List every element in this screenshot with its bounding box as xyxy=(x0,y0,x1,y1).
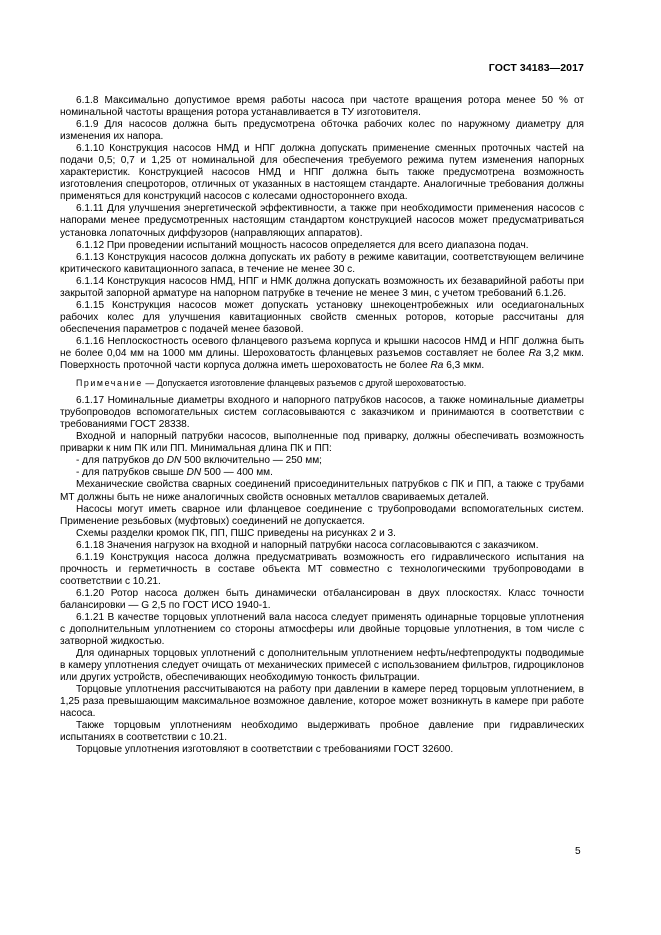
paragraph-welding: Входной и напорный патрубки насосов, выполненные под приварку, должны обеспечивать возможность приварки к ним ПК или ПП. Минимальная длина ПК и ПП: xyxy=(60,431,584,455)
paragraph-test-pressure: Также торцовым уплотнениям необходимо выдерживать пробное давление при гидравлических испытаниях в соответствии с 10.21. xyxy=(60,720,584,744)
paragraph-6-1-15: 6.1.15 Конструкция насосов может допускать установку шнекоцентробежных или оседиагональных рабочих колес для улучшения кавитационных свойств сменных роторов, которые рассчитаны для обеспечения параметров с подачей менее базовой. xyxy=(60,299,584,335)
list-item: - для патрубков до DN 500 включительно — 250 мм; xyxy=(76,455,322,467)
paragraph-6-1-14: 6.1.14 Конструкция насосов НМД, НПГ и НМК должна допускать возможность их безаварийной работы при закрытой запорной арматуре на напорном патрубке в течение не менее 3 мин, с учетом требований 6.1.26. xyxy=(60,275,584,299)
note xyxy=(60,377,584,389)
paragraph-6-1-11: 6.1.11 Для улучшения энергетической эффективности, а также при необходимости применения насосов с напорами менее предусмотренных настоящим стандартом конструкцией насосов может предусматриваться установка лопаточных диффузоров (направляющих аппаратов). xyxy=(60,203,584,239)
paragraph-6-1-8: 6.1.8 Максимально допустимое время работы насоса при частоте вращения ротора менее 50 % от номинальной частоты вращения ротора устанавливается в ТУ изготовителя. xyxy=(60,95,584,119)
document-body xyxy=(60,95,584,757)
note-text: — Допускается изготовление фланцевых разъемов с другой шероховатостью. xyxy=(142,378,467,389)
paragraph-mechanical: Механические свойства сварных соединений присоединительных патрубков с ПК и ПП, а также с трубами МТ должны быть не ниже аналогичных свойств основных металлов свариваемых деталей. xyxy=(60,479,584,503)
paragraph-seal-standard: Торцовые уплотнения изготовляют в соответствии с требованиями ГОСТ 32600. xyxy=(76,744,454,756)
paragraph-6-1-16: 6.1.16 Неплоскостность осевого фланцевого разъема корпуса и крышки насосов НМД и НПГ должна быть не более 0,04 мм на 1000 мм длины. Шероховатость фланцевых разъемов составляет не более Ra 3,2 мкм. Поверхность проточной части корпуса должна иметь шероховатость не более Ra 6,3 мкм. xyxy=(60,335,584,372)
paragraph-6-1-9: 6.1.9 Для насосов должна быть предусмотрена обточка рабочих колес по наружному диаметру для изменения их напора. xyxy=(60,119,584,143)
paragraph-connections: Насосы могут иметь сварное или фланцевое соединение с трубопроводами вспомогательных систем. Применение резьбовых (муфтовых) соединений не допускается. xyxy=(60,503,584,527)
paragraph-6-1-10: 6.1.10 Конструкция насосов НМД и НПГ должна допускать применение сменных проточных частей на подачи 0,5; 0,7 и 1,25 от номинальной для обеспечения требуемого режима путем изменения напорных характеристик. Конструкцией насосов НМД и НПГ должна быть также предусмотрена возможность изготовления спецроторов, отличных от указанных в настоящем стандарте. Аналогичные требования должны применяться для конструкций насосов с колесами одностороннего входа. xyxy=(60,143,584,203)
paragraph-6-1-13: 6.1.13 Конструкция насосов должна допускать их работу в режиме кавитации, соответствующем величине критического кавитационного запаса, в течение не менее 30 с. xyxy=(60,251,584,275)
paragraph-6-1-17: 6.1.17 Номинальные диаметры входного и напорного патрубков насосов, а также номинальные диаметры трубопроводов вспомогательных систем согласовываются с заказчиком и принимаются в соответствии с требованиями ГОСТ 28338. xyxy=(60,395,584,431)
paragraph-6-1-12: 6.1.12 При проведении испытаний мощность насосов определяется для всего диапазона подач. xyxy=(76,239,529,251)
paragraph-6-1-20: 6.1.20 Ротор насоса должен быть динамически отбалансирован в двух плоскостях. Класс точности балансировки — G 2,5 по ГОСТ ИСО 1940-1. xyxy=(60,587,584,611)
paragraph-single-seals: Для одинарных торцовых уплотнений с дополнительным уплотнением нефть/нефтепродукты подводимые в камеру уплотнения следует очищать от механических примесей с использованием фильтров, гидроциклонов или других устройств, обеспечивающих необходимую тонкость фильтрации. xyxy=(60,648,584,684)
paragraph-schemes: Схемы разделки кромок ПК, ПП, ПШС приведены на рисунках 2 и 3. xyxy=(76,527,396,539)
paragraph-6-1-21: 6.1.21 В качестве торцовых уплотнений вала насоса следует применять одинарные торцовые уплотнения с дополнительным уплотнением со стороны атмосферы или двойные торцовые уплотнения, в том числе с затворной жидкостью. xyxy=(60,611,584,648)
page-number: 5 xyxy=(575,846,581,857)
note-label: Примечание xyxy=(76,378,143,389)
standard-designation: ГОСТ 34183—2017 xyxy=(488,62,584,74)
paragraph-6-1-19: 6.1.19 Конструкция насоса должна предусматривать возможность его гидравлического испытания на прочность и герметичность в составе объекта МТ совместно с технологическими трубопроводами в соответствии с 10.21. xyxy=(60,551,584,587)
list-item: - для патрубков свыше DN 500 — 400 мм. xyxy=(76,467,273,479)
paragraph-seal-pressure: Торцовые уплотнения рассчитываются на работу при давлении в камере перед торцовым уплотнением, в 1,25 раза превышающим максимальное возможное давление, которое может возникнуть в камере при работе насоса. xyxy=(60,684,584,720)
paragraph-6-1-18: 6.1.18 Значения нагрузок на входной и напорный патрубки насоса согласовываются с заказчиком. xyxy=(76,539,539,551)
